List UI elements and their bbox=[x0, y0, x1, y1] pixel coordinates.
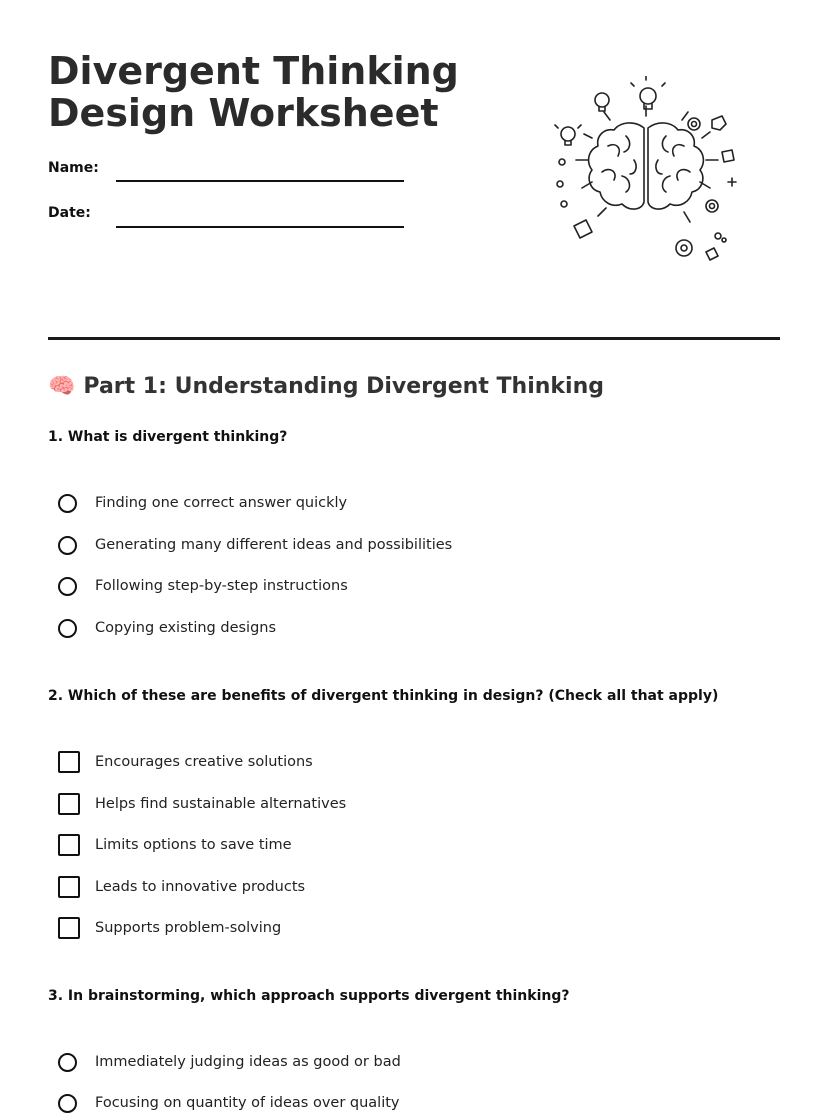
radio-button[interactable] bbox=[58, 494, 77, 513]
question-2: 2. Which of these are benefits of divergent thinking in design? (Check all that apply) bbox=[48, 688, 719, 704]
option-label: Finding one correct answer quickly bbox=[95, 495, 348, 511]
option-label: Immediately judging ideas as good or bad bbox=[95, 1054, 401, 1070]
question-1: 1. What is divergent thinking? bbox=[48, 429, 288, 445]
brain-emoji-icon: 🧠 bbox=[48, 374, 76, 399]
radio-button[interactable] bbox=[58, 577, 77, 596]
q1-option-1[interactable] bbox=[58, 491, 348, 515]
q1-option-3[interactable] bbox=[58, 574, 348, 598]
radio-button[interactable] bbox=[58, 1094, 77, 1113]
name-label: Name: bbox=[48, 160, 99, 176]
q2-option-3[interactable] bbox=[58, 833, 292, 857]
checkbox[interactable] bbox=[58, 917, 80, 939]
brain-with-ideas-icon bbox=[548, 76, 748, 272]
q2-option-2[interactable] bbox=[58, 792, 347, 816]
section-divider bbox=[48, 337, 780, 340]
radio-button[interactable] bbox=[58, 536, 77, 555]
option-label: Generating many different ideas and possibilities bbox=[95, 537, 453, 553]
radio-button[interactable] bbox=[58, 1053, 77, 1072]
question-3: 3. In brainstorming, which approach supports divergent thinking? bbox=[48, 988, 570, 1004]
name-field[interactable] bbox=[116, 180, 404, 182]
q3-option-2[interactable] bbox=[58, 1091, 400, 1115]
checkbox[interactable] bbox=[58, 876, 80, 898]
option-label: Leads to innovative products bbox=[95, 879, 306, 895]
title-line-1: Divergent Thinking bbox=[48, 49, 459, 93]
radio-button[interactable] bbox=[58, 619, 77, 638]
option-label: Limits options to save time bbox=[95, 837, 292, 853]
q3-option-1[interactable] bbox=[58, 1050, 401, 1074]
part-1-heading bbox=[48, 374, 604, 399]
q1-option-4[interactable] bbox=[58, 616, 277, 640]
date-field[interactable] bbox=[116, 226, 404, 228]
q2-option-5[interactable] bbox=[58, 916, 282, 940]
checkbox[interactable] bbox=[58, 751, 80, 773]
date-label: Date: bbox=[48, 205, 91, 221]
option-label: Following step-by-step instructions bbox=[95, 578, 348, 594]
option-label: Encourages creative solutions bbox=[95, 754, 313, 770]
checkbox[interactable] bbox=[58, 793, 80, 815]
worksheet-title bbox=[48, 50, 459, 134]
option-label: Copying existing designs bbox=[95, 620, 277, 636]
q1-option-2[interactable] bbox=[58, 533, 453, 557]
option-label: Supports problem-solving bbox=[95, 920, 282, 936]
option-label: Helps find sustainable alternatives bbox=[95, 796, 347, 812]
q2-option-1[interactable] bbox=[58, 750, 313, 774]
title-line-2: Design Worksheet bbox=[48, 91, 439, 135]
q2-option-4[interactable] bbox=[58, 875, 306, 899]
checkbox[interactable] bbox=[58, 834, 80, 856]
part-1-heading-text: Part 1: Understanding Divergent Thinking bbox=[83, 374, 604, 399]
option-label: Focusing on quantity of ideas over quality bbox=[95, 1095, 400, 1111]
